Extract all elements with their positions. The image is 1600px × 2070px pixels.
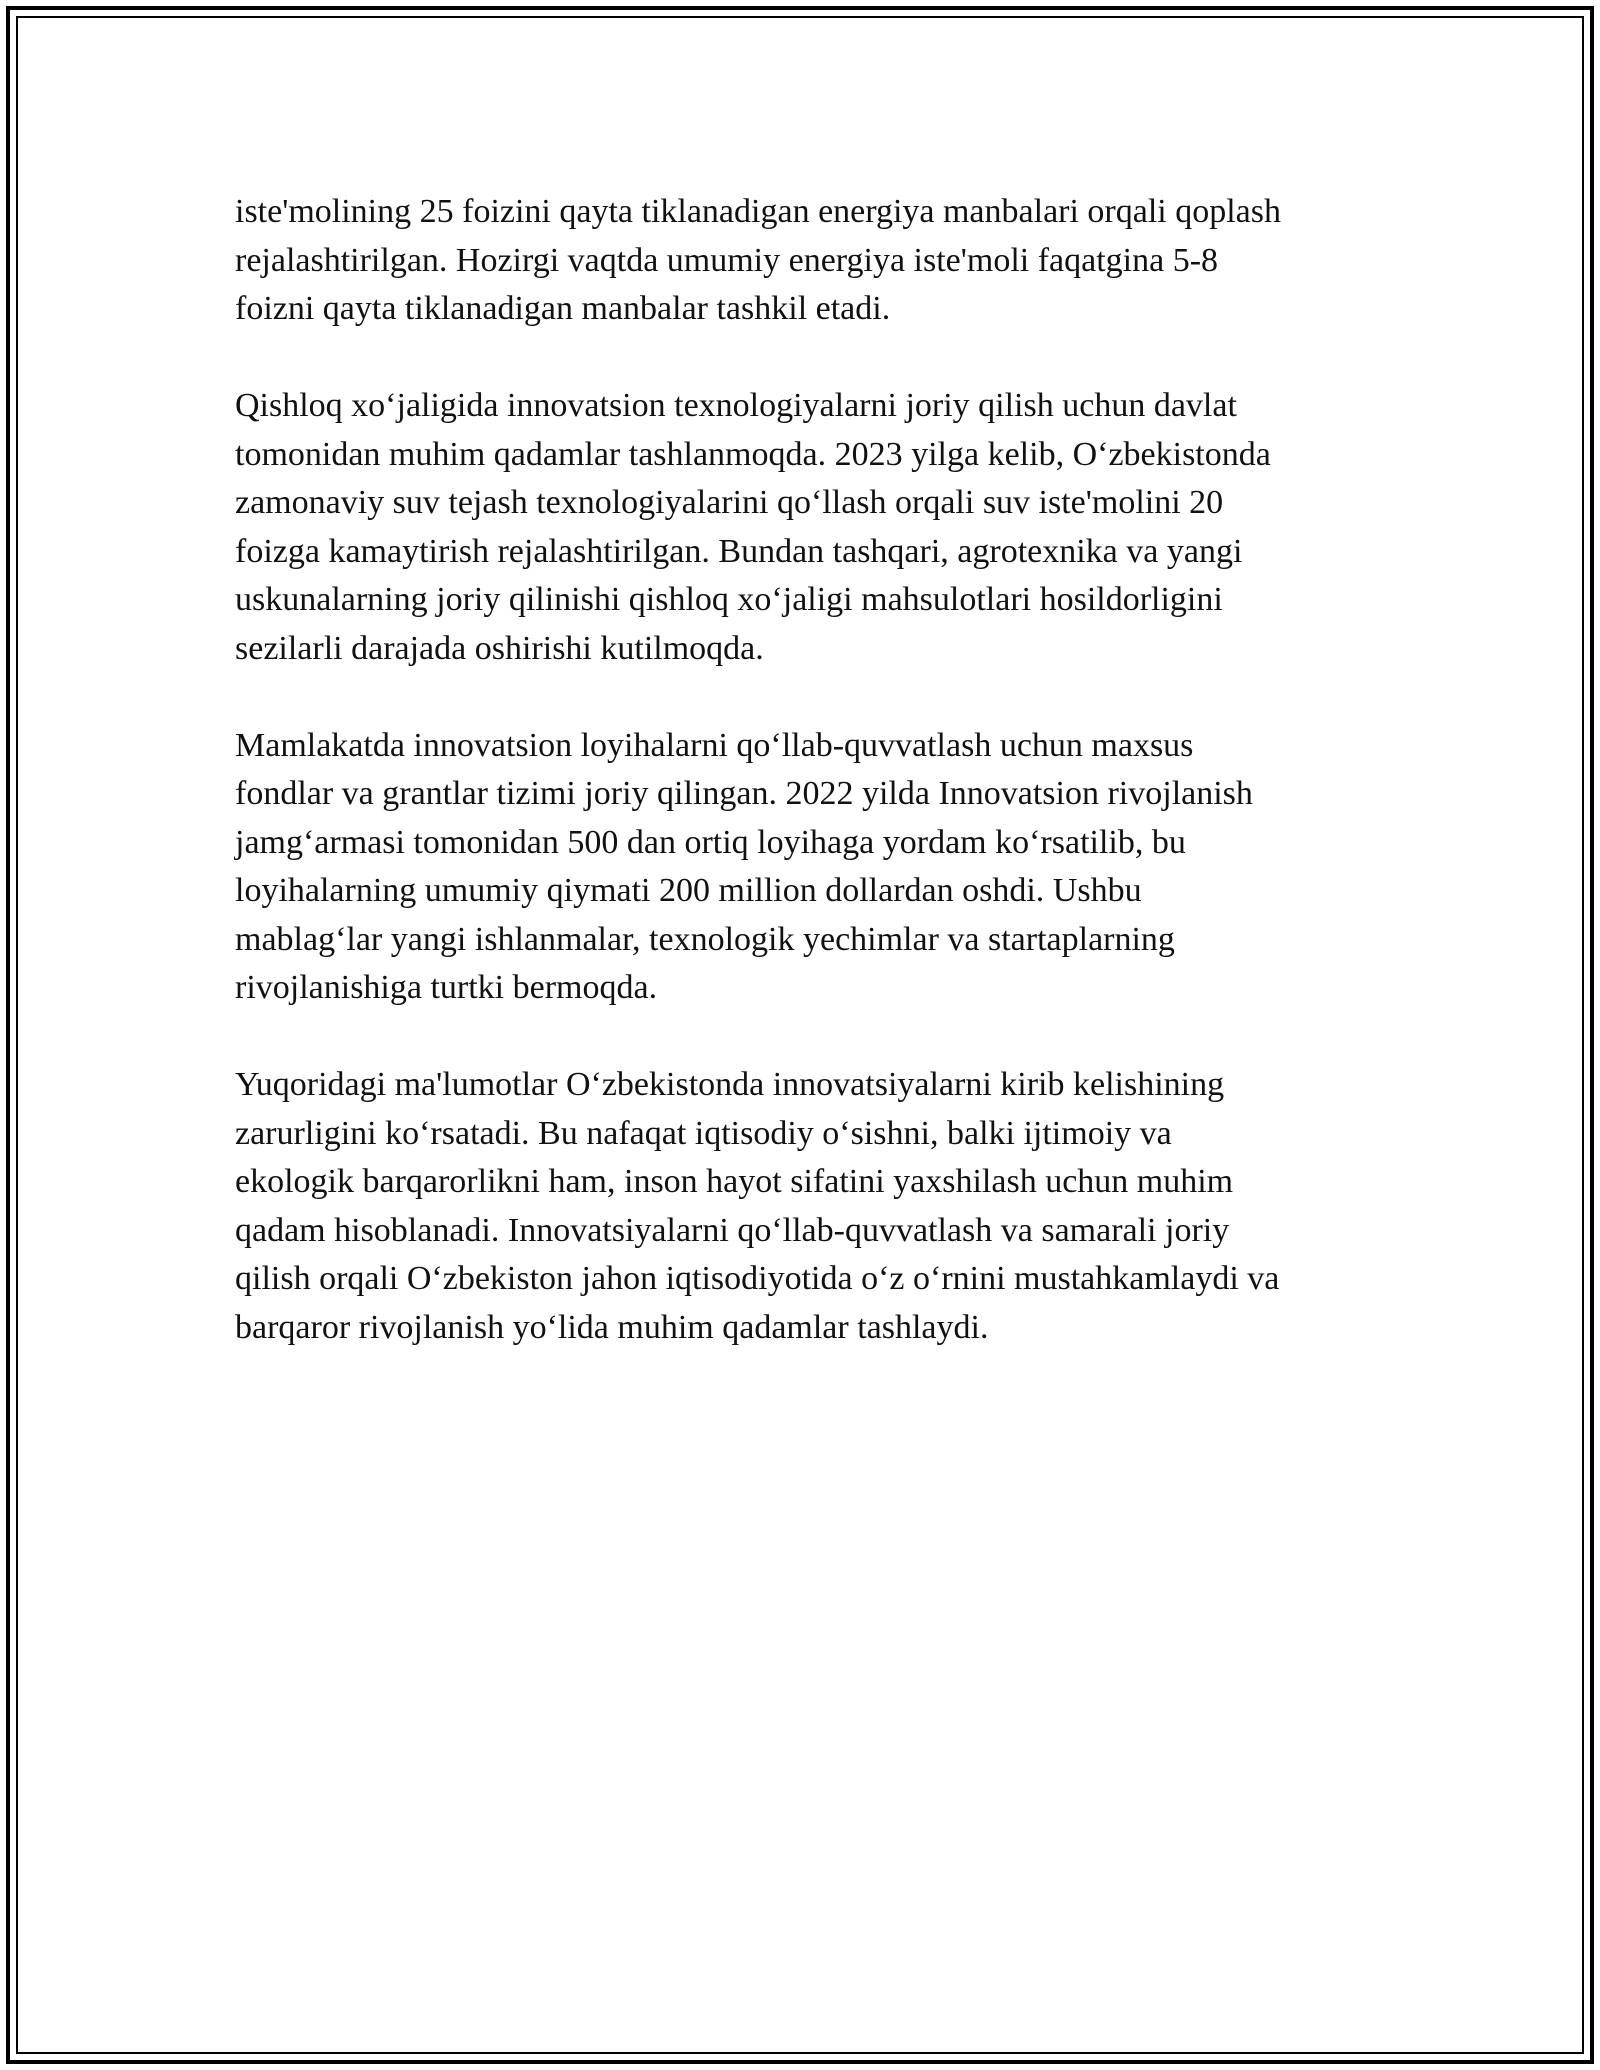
paragraph-energy xyxy=(235,188,1395,334)
text-line: jamg‘armasi tomonidan 500 dan ortiq loyihaga yordam ko‘rsatilib, bu xyxy=(235,823,1186,861)
text-line: uskunalarning joriy qilinishi qishloq xo‘jaligi mahsulotlari hosildorligini xyxy=(235,581,1223,618)
text-line: qilish orqali O‘zbekiston jahon iqtisodiyotida o‘z o‘rnini mustahkamlaydi va xyxy=(235,1260,1280,1297)
text-line: Qishloq xo‘jaligida innovatsion texnologiyalarni joriy qilish uchun davlat xyxy=(235,387,1237,424)
text-line: barqaror rivojlanish yo‘lida muhim qadamlar tashlaydi. xyxy=(235,1308,989,1346)
text-line: loyihalarning umumiy qiymati 200 million dollardan oshdi. Ushbu xyxy=(235,872,1142,909)
text-line: foizga kamaytirish rejalashtirilgan. Bundan tashqari, agrotexnika va yangi xyxy=(235,532,1243,570)
paragraph-funding xyxy=(235,722,1395,1013)
paragraph-agriculture xyxy=(235,382,1395,673)
text-line: zamonaviy suv tejash texnologiyalarini qo‘llash orqali suv iste'molini 20 xyxy=(235,484,1224,521)
text-line: mablag‘lar yangi ishlanmalar, texnologik yechimlar va startaplarning xyxy=(235,920,1175,958)
text-line: zarurligini ko‘rsatadi. Bu nafaqat iqtisodiy o‘sishni, balki ijtimoiy va xyxy=(235,1114,1172,1152)
text-line: sezilarli darajada oshirishi kutilmoqda. xyxy=(235,629,764,667)
text-line: rejalashtirilgan. Hozirgi vaqtda umumiy energiya iste'moli faqatgina 5-8 xyxy=(235,241,1219,279)
text-line: Mamlakatda innovatsion loyihalarni qo‘llab-quvvatlash uchun maxsus xyxy=(235,726,1194,764)
text-line: Yuqoridagi ma'lumotlar O‘zbekistonda innovatsiyalarni kirib kelishining xyxy=(235,1066,1225,1103)
text-line: qadam hisoblanadi. Innovatsiyalarni qo‘llab-quvvatlash va samarali joriy xyxy=(235,1211,1230,1249)
text-line: rivojlanishiga turtki bermoqda. xyxy=(235,969,658,1006)
text-line: tomonidan muhim qadamlar tashlanmoqda. 2023 yilga kelib, O‘zbekistonda xyxy=(235,435,1271,473)
text-line: fondlar va grantlar tizimi joriy qilingan. 2022 yilda Innovatsion rivojlanish xyxy=(235,775,1253,812)
paragraph-conclusion xyxy=(235,1061,1395,1352)
text-line: foizni qayta tiklanadigan manbalar tashkil etadi. xyxy=(235,290,891,327)
text-line: ekologik barqarorlikni ham, inson hayot sifatini yaxshilash uchun muhim xyxy=(235,1163,1234,1200)
document-body xyxy=(235,188,1395,1401)
text-line: iste'molining 25 foizini qayta tiklanadigan energiya manbalari orqali qoplash xyxy=(235,193,1281,230)
